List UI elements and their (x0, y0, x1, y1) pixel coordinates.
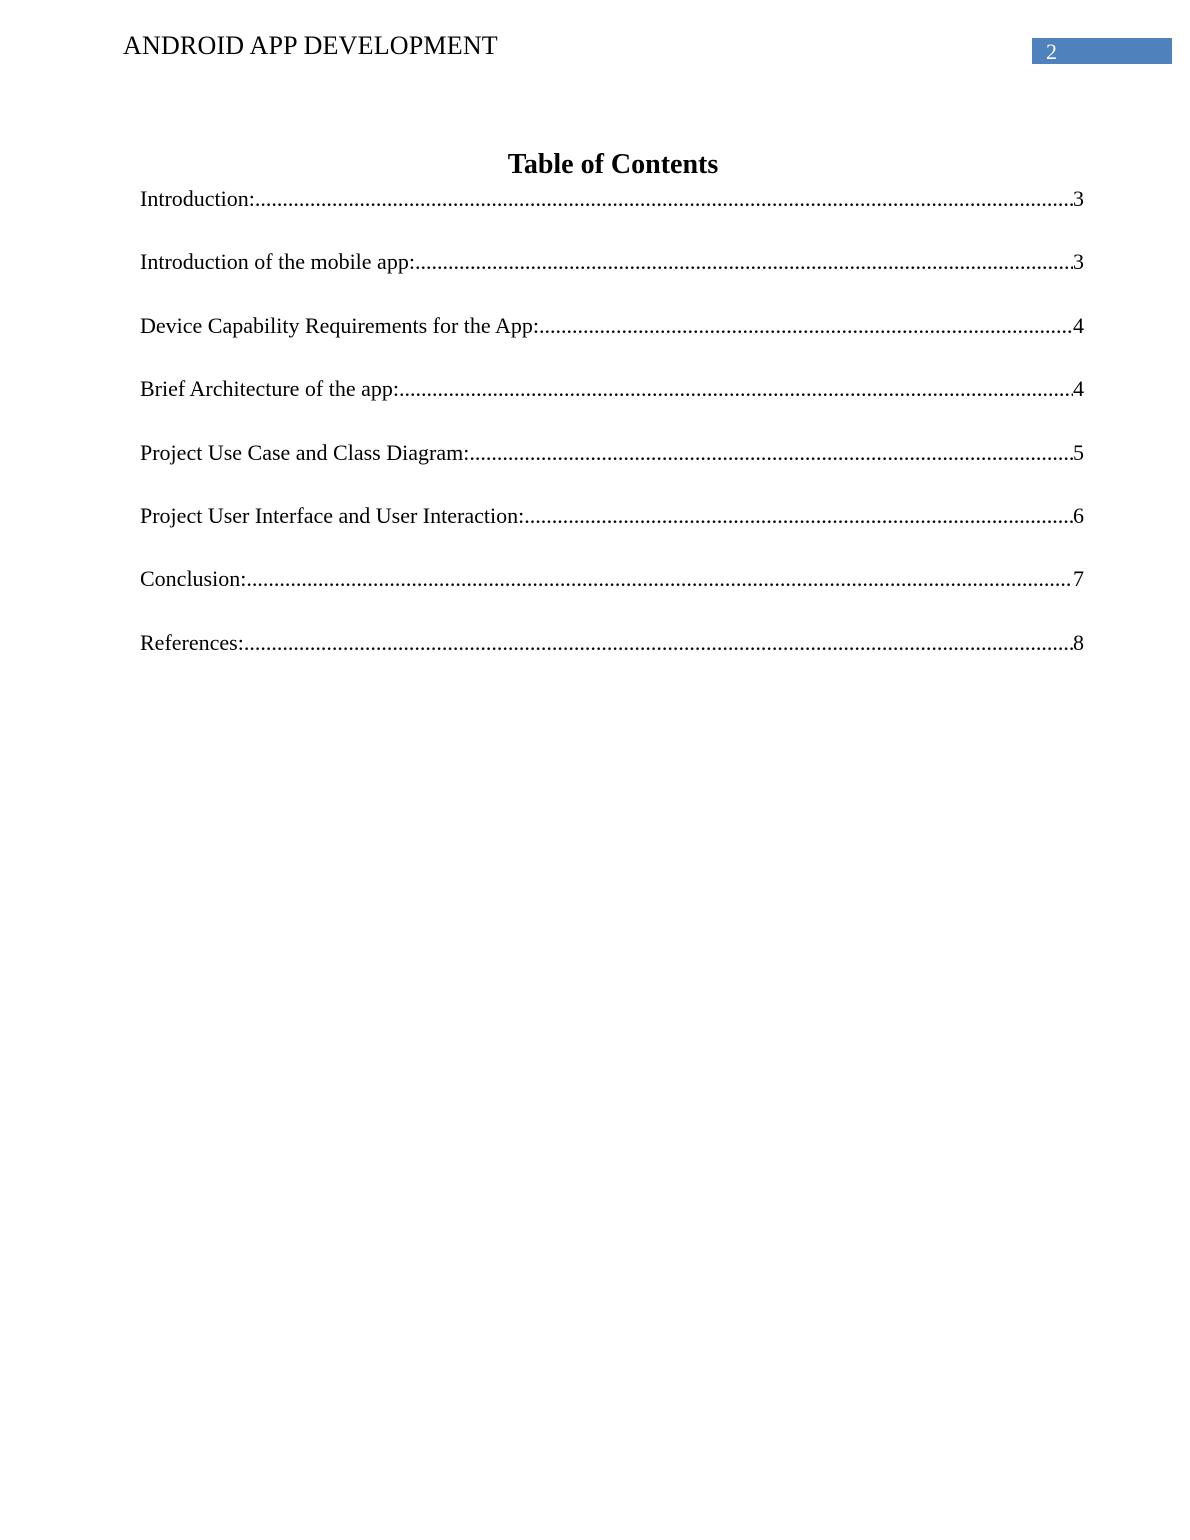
toc-entry-page: 7 (1073, 566, 1084, 592)
toc-entry-label: Device Capability Requirements for the App: (140, 312, 539, 338)
toc-entry-user-interface-and-interaction[interactable] (140, 499, 1084, 533)
toc-entry-label: Introduction: (140, 186, 255, 211)
toc-entry-page: 4 (1073, 376, 1084, 402)
toc-entry-page: 3 (1073, 186, 1084, 211)
toc-entry-brief-architecture[interactable] (140, 372, 1084, 406)
toc-entry-introduction-of-the-mobile-app[interactable] (140, 245, 1084, 279)
running-head: ANDROID APP DEVELOPMENT (123, 31, 498, 60)
toc-entry-page: 4 (1073, 312, 1084, 338)
toc-entry-page: 8 (1073, 629, 1084, 655)
toc-dot-leader (255, 182, 1073, 216)
toc-entry-label: References: (140, 629, 244, 655)
toc-dot-leader (415, 245, 1073, 279)
page-number-box (1032, 38, 1172, 64)
toc-entry-page: 3 (1073, 249, 1084, 275)
toc-dot-leader (539, 309, 1073, 343)
toc-entry-use-case-and-class-diagram[interactable] (140, 436, 1084, 470)
toc-entry-label: Project Use Case and Class Diagram: (140, 439, 470, 465)
toc-dot-leader (399, 372, 1073, 406)
toc-dot-leader (244, 626, 1073, 660)
toc-dot-leader (469, 436, 1073, 470)
page-number: 2 (1046, 39, 1057, 64)
toc-entry-references[interactable] (140, 626, 1084, 660)
toc-dot-leader (524, 499, 1073, 533)
toc-dot-leader (246, 562, 1073, 596)
toc-entry-device-capability-requirements[interactable] (140, 309, 1084, 343)
toc-entry-label: Conclusion: (140, 566, 247, 592)
toc-entry-label: Introduction of the mobile app: (140, 249, 415, 275)
table-of-contents (140, 182, 1084, 689)
toc-entry-page: 5 (1073, 439, 1084, 465)
toc-title: Table of Contents (507, 149, 719, 180)
toc-entry-label: Brief Architecture of the app: (140, 376, 400, 402)
toc-entry-conclusion[interactable] (140, 562, 1084, 596)
toc-entry-introduction[interactable] (140, 182, 1084, 216)
toc-entry-label: Project User Interface and User Interaction: (140, 502, 525, 528)
toc-entry-page: 6 (1073, 502, 1084, 528)
